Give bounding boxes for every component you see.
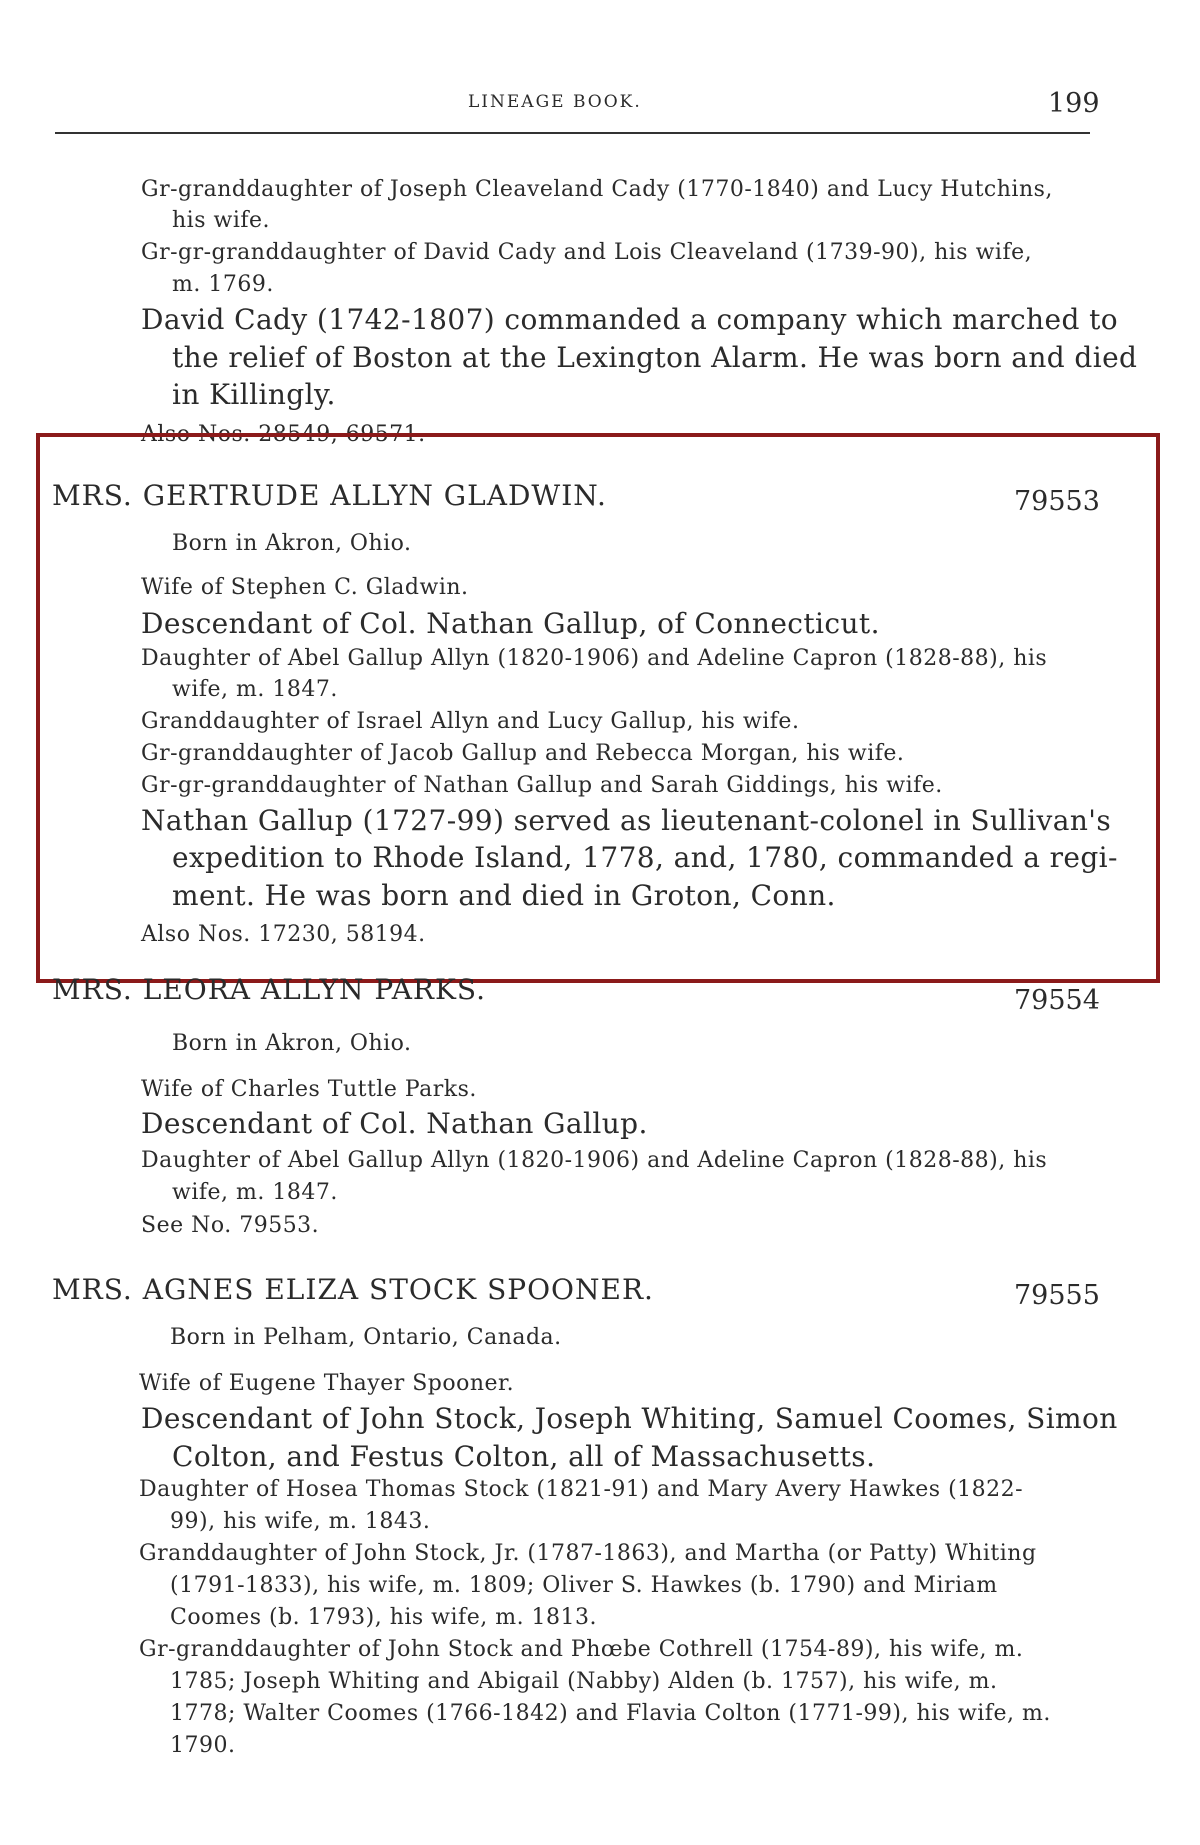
- text-line: Descendant of Col. Nathan Gallup.: [141, 1107, 648, 1140]
- text-line: wife, m. 1847.: [172, 1180, 338, 1205]
- text-line: David Cady (1742-1807) commanded a company which marched to: [141, 303, 1118, 336]
- text-line: Descendant of Col. Nathan Gallup, of Connecticut.: [141, 607, 880, 640]
- highlight-box: [36, 433, 1160, 983]
- entry-name: MRS. GERTRUDE ALLYN GLADWIN.: [52, 479, 607, 512]
- text-line: See No. 79553.: [141, 1213, 320, 1238]
- text-line: 1790.: [170, 1733, 236, 1758]
- text-line: Coomes (b. 1793), his wife, m. 1813.: [170, 1605, 598, 1630]
- text-line: Gr-granddaughter of Joseph Cleaveland Cady (1770-1840) and Lucy Hutchins,: [141, 177, 1053, 202]
- text-line: Daughter of Abel Gallup Allyn (1820-1906) and Adeline Capron (1828-88), his: [141, 646, 1048, 671]
- text-line: Born in Akron, Ohio.: [172, 1031, 412, 1056]
- text-line: Wife of Charles Tuttle Parks.: [141, 1077, 477, 1102]
- text-line: Gr-granddaughter of John Stock and Phœbe Cothrell (1754-89), his wife, m.: [139, 1637, 1024, 1662]
- header-rule: [55, 132, 1090, 134]
- text-line: wife, m. 1847.: [172, 677, 338, 702]
- text-line: Daughter of Abel Gallup Allyn (1820-1906) and Adeline Capron (1828-88), his: [141, 1148, 1048, 1173]
- text-line: Colton, and Festus Colton, all of Massachusetts.: [172, 1440, 876, 1473]
- text-line: Descendant of John Stock, Joseph Whiting, Samuel Coomes, Simon: [141, 1402, 1118, 1435]
- text-line: the relief of Boston at the Lexington Alarm. He was born and died: [172, 341, 1138, 374]
- text-line: Nathan Gallup (1727-99) served as lieutenant-colonel in Sullivan's: [141, 804, 1112, 837]
- text-line: m. 1769.: [172, 272, 274, 297]
- text-line: Granddaughter of Israel Allyn and Lucy Gallup, his wife.: [141, 709, 800, 734]
- text-line: Born in Pelham, Ontario, Canada.: [170, 1325, 562, 1350]
- cut-off-line: Also Nos. 28549, 69571.: [141, 422, 426, 447]
- text-line: 99), his wife, m. 1843.: [170, 1509, 431, 1534]
- entry-number: 79554: [1014, 985, 1100, 1016]
- text-line: (1791-1833), his wife, m. 1809; Oliver S. Hawkes (b. 1790) and Miriam: [170, 1573, 998, 1598]
- entry-name: MRS. AGNES ELIZA STOCK SPOONER.: [52, 1273, 654, 1306]
- page-number: 199: [1048, 88, 1100, 119]
- text-line: Gr-gr-granddaughter of David Cady and Lois Cleaveland (1739-90), his wife,: [141, 240, 1033, 265]
- text-line: Wife of Stephen C. Gladwin.: [141, 575, 469, 600]
- text-line: Granddaughter of John Stock, Jr. (1787-1863), and Martha (or Patty) Whiting: [139, 1541, 1037, 1566]
- text-line: Born in Akron, Ohio.: [172, 531, 412, 556]
- text-line: Gr-granddaughter of Jacob Gallup and Rebecca Morgan, his wife.: [141, 741, 905, 766]
- text-line: Also Nos. 17230, 58194.: [141, 922, 426, 947]
- running-title: LINEAGE BOOK.: [468, 92, 642, 112]
- entry-number: 79555: [1014, 1280, 1100, 1311]
- text-line: Daughter of Hosea Thomas Stock (1821-91) and Mary Avery Hawkes (1822-: [139, 1477, 1024, 1502]
- text-line: 1785; Joseph Whiting and Abigail (Nabby) Alden (b. 1757), his wife, m.: [170, 1669, 998, 1694]
- text-line: his wife.: [172, 208, 271, 233]
- entry-number: 79553: [1014, 486, 1100, 517]
- text-line: in Killingly.: [172, 378, 336, 411]
- text-line: expedition to Rhode Island, 1778, and, 1780, commanded a regi-: [172, 841, 1118, 874]
- text-line: 1778; Walter Coomes (1766-1842) and Flavia Colton (1771-99), his wife, m.: [170, 1701, 1051, 1726]
- entry-name: MRS. LEORA ALLYN PARKS.: [52, 973, 487, 1006]
- text-line: Wife of Eugene Thayer Spooner.: [139, 1371, 515, 1396]
- text-line: ment. He was born and died in Groton, Conn.: [172, 879, 836, 912]
- text-line: Gr-gr-granddaughter of Nathan Gallup and Sarah Giddings, his wife.: [141, 773, 943, 798]
